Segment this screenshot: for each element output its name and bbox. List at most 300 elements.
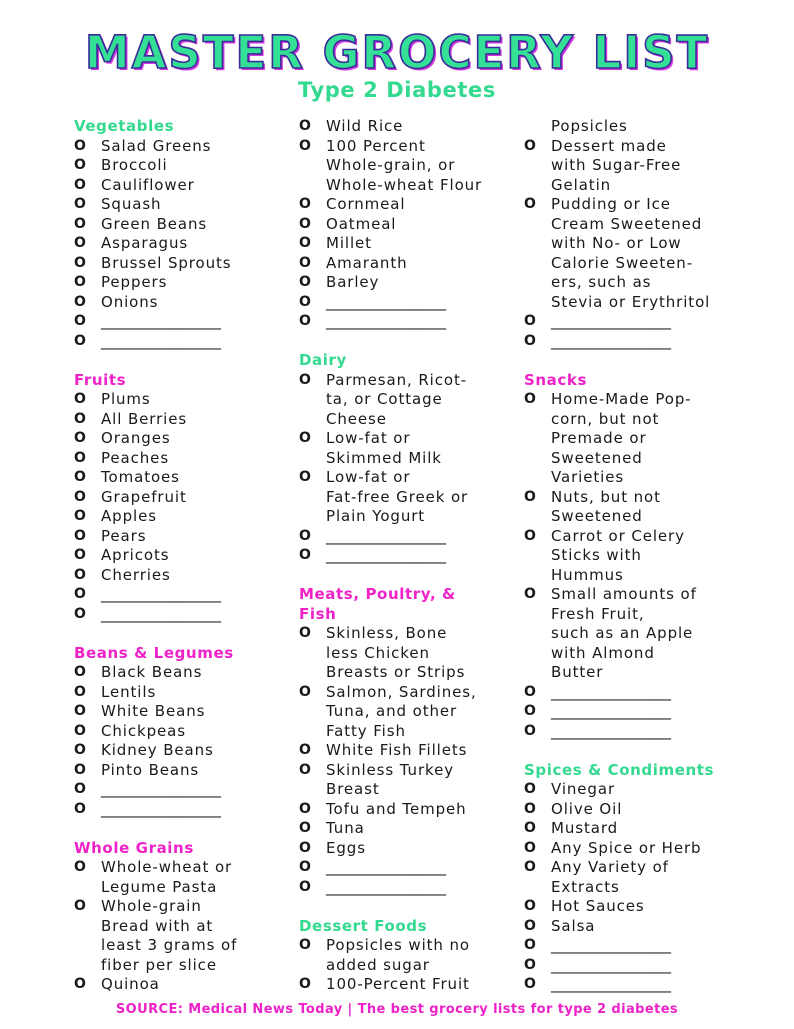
checkbox-circle-icon[interactable]: O bbox=[74, 586, 87, 602]
list-item[interactable] bbox=[524, 527, 749, 547]
checkbox-circle-icon[interactable]: O bbox=[74, 215, 87, 232]
item-label: Grapefruit bbox=[101, 487, 187, 506]
checkbox-circle-icon[interactable]: O bbox=[299, 137, 312, 154]
list-item-continuation bbox=[524, 293, 749, 313]
list-item[interactable] bbox=[299, 975, 524, 995]
checkbox-circle-icon[interactable]: O bbox=[74, 781, 87, 797]
write-in-line[interactable]: ________________ bbox=[551, 702, 671, 720]
item-label: Low-fat or bbox=[326, 468, 411, 486]
list-item[interactable] bbox=[299, 839, 524, 859]
checkbox-circle-icon[interactable]: O bbox=[74, 703, 87, 719]
checkbox-circle-icon[interactable]: O bbox=[524, 196, 537, 212]
blank-list-item[interactable] bbox=[74, 800, 299, 820]
list-item[interactable] bbox=[74, 176, 299, 196]
item-label: Wild Rice bbox=[326, 117, 404, 135]
list-item[interactable] bbox=[299, 468, 524, 488]
checkbox-circle-icon[interactable]: O bbox=[524, 937, 537, 953]
checkbox-circle-icon[interactable]: O bbox=[524, 488, 537, 505]
page-title: MASTER GROCERY LIST bbox=[84, 26, 710, 79]
list-item[interactable] bbox=[74, 741, 299, 761]
checkbox-circle-icon[interactable]: O bbox=[299, 254, 312, 271]
item-label: Cream Sweetened bbox=[551, 214, 703, 233]
item-label: Barley bbox=[326, 273, 380, 291]
section-heading: Fruits bbox=[74, 370, 127, 389]
item-label: Eggs bbox=[326, 838, 366, 857]
item-label: Brussel Sprouts bbox=[101, 253, 232, 272]
checkbox-circle-icon[interactable]: O bbox=[74, 976, 87, 992]
blank-list-item[interactable] bbox=[299, 312, 524, 332]
list-item[interactable] bbox=[299, 624, 524, 644]
item-label: Asparagus bbox=[101, 234, 189, 252]
checkbox-circle-icon[interactable]: O bbox=[74, 254, 87, 271]
checkbox-circle-icon[interactable]: O bbox=[74, 683, 87, 700]
list-item[interactable] bbox=[74, 761, 299, 781]
blank-list-item[interactable] bbox=[299, 858, 524, 878]
checkbox-circle-icon[interactable]: O bbox=[74, 547, 87, 563]
write-in-line[interactable]: ________________ bbox=[551, 312, 671, 330]
item-label: Whole-grain, or bbox=[326, 156, 456, 174]
write-in-line[interactable]: ________________ bbox=[326, 312, 446, 330]
checkbox-circle-icon[interactable]: O bbox=[524, 898, 537, 914]
write-in-line[interactable]: ________________ bbox=[101, 799, 221, 818]
list-item[interactable] bbox=[74, 195, 299, 215]
list-item[interactable] bbox=[524, 585, 749, 605]
checkbox-circle-icon[interactable]: O bbox=[524, 781, 537, 797]
checkbox-circle-icon[interactable]: O bbox=[524, 586, 537, 602]
list-item-continuation bbox=[524, 176, 749, 196]
checkbox-circle-icon[interactable]: O bbox=[299, 196, 312, 212]
list-item-continuation bbox=[299, 644, 524, 664]
list-item-continuation bbox=[524, 254, 749, 274]
list-item[interactable] bbox=[74, 897, 299, 917]
item-label: Nuts, but not bbox=[551, 487, 661, 506]
item-label: 100 Percent bbox=[326, 136, 426, 155]
list-item-continuation bbox=[524, 605, 749, 625]
write-in-line[interactable]: ________________ bbox=[326, 877, 446, 896]
item-label: White Fish Fillets bbox=[326, 741, 468, 759]
list-item[interactable] bbox=[524, 390, 749, 410]
item-label: Oatmeal bbox=[326, 214, 397, 233]
item-label: corn, but not bbox=[551, 409, 660, 428]
item-label: Bread with at bbox=[101, 916, 214, 935]
list-item[interactable] bbox=[299, 761, 524, 781]
item-label: Varieties bbox=[551, 468, 625, 486]
item-label: least 3 grams of bbox=[101, 936, 238, 954]
checkbox-circle-icon[interactable]: O bbox=[74, 274, 87, 290]
item-label: Cornmeal bbox=[326, 195, 406, 213]
write-in-line[interactable]: ________________ bbox=[326, 526, 446, 545]
checkbox-circle-icon[interactable]: O bbox=[524, 527, 537, 544]
list-item[interactable] bbox=[74, 858, 299, 878]
checkbox-circle-icon[interactable]: O bbox=[524, 703, 537, 719]
checkbox-circle-icon[interactable]: O bbox=[74, 898, 87, 914]
item-label: Cauliflower bbox=[101, 175, 195, 194]
list-item[interactable] bbox=[74, 254, 299, 274]
blank-list-item[interactable] bbox=[74, 585, 299, 605]
checkbox-circle-icon[interactable]: O bbox=[524, 683, 537, 700]
item-label: Breasts or Strips bbox=[326, 663, 466, 681]
list-item-continuation bbox=[299, 410, 524, 430]
item-label: Peaches bbox=[101, 448, 170, 467]
item-label: Sweetened bbox=[551, 507, 643, 525]
checkbox-circle-icon[interactable]: O bbox=[299, 547, 312, 563]
checkbox-circle-icon[interactable]: O bbox=[74, 469, 87, 485]
section-heading: Spices & Condiments bbox=[524, 760, 715, 779]
section-spacer bbox=[299, 332, 524, 352]
list-item[interactable] bbox=[524, 819, 749, 839]
list-item[interactable] bbox=[74, 663, 299, 683]
checkbox-circle-icon[interactable]: O bbox=[299, 937, 312, 953]
list-item-continuation bbox=[299, 176, 524, 196]
item-label: Olive Oil bbox=[551, 799, 623, 818]
list-item-continuation bbox=[299, 956, 524, 976]
list-item[interactable] bbox=[299, 819, 524, 839]
list-item-continuation bbox=[524, 273, 749, 293]
list-item-continuation bbox=[74, 917, 299, 937]
checkbox-circle-icon[interactable]: O bbox=[299, 469, 312, 485]
write-in-line[interactable]: ________________ bbox=[326, 292, 446, 311]
item-label: Stevia or Erythritol bbox=[551, 292, 711, 311]
item-label: Whole-grain bbox=[101, 897, 202, 915]
checkbox-circle-icon[interactable]: O bbox=[299, 800, 312, 817]
section-spacer bbox=[74, 351, 299, 371]
section-spacer bbox=[524, 351, 749, 371]
write-in-line[interactable]: ________________ bbox=[551, 936, 671, 954]
item-label: Sticks with bbox=[551, 546, 642, 564]
write-in-line[interactable]: ________________ bbox=[101, 312, 221, 330]
item-label: Popsicles bbox=[551, 117, 628, 135]
section-spacer bbox=[74, 624, 299, 644]
list-item[interactable] bbox=[299, 936, 524, 956]
list-item[interactable] bbox=[299, 137, 524, 157]
list-item[interactable] bbox=[74, 507, 299, 527]
item-label: Salad Greens bbox=[101, 136, 212, 155]
list-item[interactable] bbox=[524, 195, 749, 215]
list-item-continuation bbox=[524, 878, 749, 898]
item-label: Whole-wheat Flour bbox=[326, 175, 483, 194]
item-label: with Almond bbox=[551, 643, 655, 662]
item-label: Any Variety of bbox=[551, 858, 669, 876]
checkbox-circle-icon[interactable]: O bbox=[74, 313, 87, 329]
list-item-continuation bbox=[299, 488, 524, 508]
list-item[interactable] bbox=[299, 195, 524, 215]
item-label: Apricots bbox=[101, 546, 170, 564]
list-item[interactable] bbox=[74, 156, 299, 176]
list-item[interactable] bbox=[74, 137, 299, 157]
list-item[interactable] bbox=[524, 780, 749, 800]
item-label: Pinto Beans bbox=[101, 760, 200, 779]
blank-list-item[interactable] bbox=[299, 546, 524, 566]
list-item-continuation bbox=[74, 936, 299, 956]
blank-list-item[interactable] bbox=[74, 312, 299, 332]
list-item-continuation bbox=[524, 117, 749, 137]
checkbox-circle-icon[interactable]: O bbox=[299, 625, 312, 641]
write-in-line[interactable]: ________________ bbox=[101, 585, 221, 603]
list-item[interactable] bbox=[74, 527, 299, 547]
checkbox-circle-icon[interactable]: O bbox=[299, 313, 312, 329]
item-label: Peppers bbox=[101, 273, 168, 291]
blank-list-item[interactable] bbox=[74, 332, 299, 352]
list-item[interactable] bbox=[74, 390, 299, 410]
item-label: added sugar bbox=[326, 955, 430, 974]
item-label: Legume Pasta bbox=[101, 877, 218, 896]
list-item[interactable] bbox=[74, 273, 299, 293]
list-item-continuation bbox=[74, 956, 299, 976]
item-label: Home-Made Pop- bbox=[551, 390, 692, 408]
checkbox-circle-icon[interactable]: O bbox=[74, 430, 87, 446]
list-item-continuation bbox=[524, 546, 749, 566]
item-label: Cheese bbox=[326, 409, 387, 428]
blank-list-item[interactable] bbox=[524, 312, 749, 332]
write-in-line[interactable]: ________________ bbox=[551, 955, 671, 974]
checkbox-circle-icon[interactable]: O bbox=[524, 820, 537, 836]
list-item[interactable] bbox=[299, 800, 524, 820]
list-item[interactable] bbox=[299, 429, 524, 449]
checkbox-circle-icon[interactable]: O bbox=[74, 235, 87, 251]
write-in-line[interactable]: ________________ bbox=[326, 858, 446, 876]
list-item[interactable] bbox=[74, 429, 299, 449]
checkbox-circle-icon[interactable]: O bbox=[299, 976, 312, 992]
item-label: Whole-wheat or bbox=[101, 858, 233, 876]
item-label: 100-Percent Fruit bbox=[326, 975, 470, 993]
checkbox-circle-icon[interactable]: O bbox=[524, 976, 537, 992]
checkbox-circle-icon[interactable]: O bbox=[299, 118, 312, 134]
write-in-line[interactable]: ________________ bbox=[326, 546, 446, 564]
item-label: Oranges bbox=[101, 429, 171, 447]
blank-list-item[interactable] bbox=[74, 605, 299, 625]
checkbox-circle-icon[interactable]: O bbox=[74, 761, 87, 778]
checkbox-circle-icon[interactable]: O bbox=[299, 235, 312, 251]
item-label: Vinegar bbox=[551, 780, 616, 798]
list-item-continuation bbox=[299, 780, 524, 800]
checkbox-circle-icon[interactable]: O bbox=[74, 488, 87, 505]
checkbox-circle-icon[interactable]: O bbox=[74, 508, 87, 524]
list-item[interactable] bbox=[74, 449, 299, 469]
checkbox-circle-icon[interactable]: O bbox=[74, 157, 87, 173]
section-spacer bbox=[299, 566, 524, 586]
checkbox-circle-icon[interactable]: O bbox=[524, 859, 537, 875]
item-label: Tuna, and other bbox=[326, 702, 458, 720]
blank-list-item[interactable] bbox=[524, 975, 749, 995]
item-label: Green Beans bbox=[101, 214, 208, 233]
list-item[interactable] bbox=[74, 293, 299, 313]
list-item[interactable] bbox=[299, 683, 524, 703]
list-item-continuation bbox=[299, 390, 524, 410]
checkbox-circle-icon[interactable]: O bbox=[299, 859, 312, 875]
item-label: Sweetened bbox=[551, 448, 643, 467]
blank-list-item[interactable] bbox=[299, 293, 524, 313]
checkbox-circle-icon[interactable]: O bbox=[74, 722, 87, 739]
checkbox-circle-icon[interactable]: O bbox=[299, 839, 312, 856]
checkbox-circle-icon[interactable]: O bbox=[74, 449, 87, 466]
list-item-continuation bbox=[524, 566, 749, 586]
checkbox-circle-icon[interactable]: O bbox=[299, 742, 312, 758]
list-item[interactable] bbox=[299, 741, 524, 761]
list-column-1 bbox=[74, 117, 299, 995]
item-label: Butter bbox=[551, 663, 604, 681]
blank-list-item[interactable] bbox=[74, 780, 299, 800]
list-item-continuation bbox=[524, 624, 749, 644]
checkbox-circle-icon[interactable]: O bbox=[74, 742, 87, 758]
section-heading: Snacks bbox=[524, 370, 587, 389]
list-item[interactable] bbox=[524, 858, 749, 878]
blank-list-item[interactable] bbox=[299, 527, 524, 547]
list-item[interactable] bbox=[299, 215, 524, 235]
list-item[interactable] bbox=[524, 488, 749, 508]
item-label: Onions bbox=[101, 292, 159, 311]
item-label: Calorie Sweeten- bbox=[551, 253, 694, 272]
item-label: Low-fat or bbox=[326, 429, 411, 447]
section-heading: Dessert Foods bbox=[299, 916, 428, 935]
blank-list-item[interactable] bbox=[524, 683, 749, 703]
item-label: White Beans bbox=[101, 702, 206, 720]
list-item-continuation bbox=[299, 663, 524, 683]
checkbox-circle-icon[interactable]: O bbox=[74, 391, 87, 407]
checkbox-circle-icon[interactable]: O bbox=[74, 605, 87, 622]
blank-list-item[interactable] bbox=[524, 722, 749, 742]
checkbox-circle-icon[interactable]: O bbox=[524, 956, 537, 973]
section-spacer bbox=[74, 819, 299, 839]
list-item[interactable] bbox=[74, 234, 299, 254]
checkbox-circle-icon[interactable]: O bbox=[524, 839, 537, 856]
list-item[interactable] bbox=[74, 468, 299, 488]
item-label: fiber per slice bbox=[101, 955, 217, 974]
blank-list-item[interactable] bbox=[524, 702, 749, 722]
item-label: Salmon, Sardines, bbox=[326, 682, 477, 701]
list-item[interactable] bbox=[74, 410, 299, 430]
list-column-3 bbox=[524, 117, 749, 995]
checkbox-circle-icon[interactable]: O bbox=[524, 917, 537, 934]
page-subtitle: Type 2 Diabetes bbox=[298, 78, 496, 102]
checkbox-circle-icon[interactable]: O bbox=[74, 859, 87, 875]
write-in-line[interactable]: ________________ bbox=[551, 721, 671, 740]
item-label: Dessert made bbox=[551, 136, 667, 155]
checkbox-circle-icon[interactable]: O bbox=[299, 215, 312, 232]
item-label: Pears bbox=[101, 526, 147, 545]
checkbox-circle-icon[interactable]: O bbox=[524, 332, 537, 349]
list-item[interactable] bbox=[74, 683, 299, 703]
write-in-line[interactable]: ________________ bbox=[551, 331, 671, 350]
checkbox-circle-icon[interactable]: O bbox=[299, 683, 312, 700]
checkbox-circle-icon[interactable]: O bbox=[74, 332, 87, 349]
checkbox-circle-icon[interactable]: O bbox=[74, 137, 87, 154]
item-label: Tomatoes bbox=[101, 468, 180, 486]
list-item[interactable] bbox=[524, 897, 749, 917]
checkbox-circle-icon[interactable]: O bbox=[299, 293, 312, 310]
item-label: Skinless Turkey bbox=[326, 760, 454, 779]
item-label: Quinoa bbox=[101, 975, 160, 993]
list-item-continuation bbox=[524, 234, 749, 254]
item-label: Fat-free Greek or bbox=[326, 487, 469, 506]
checkbox-circle-icon[interactable]: O bbox=[524, 391, 537, 407]
write-in-line[interactable]: ________________ bbox=[101, 604, 221, 623]
list-item-continuation bbox=[524, 449, 749, 469]
list-item-continuation bbox=[524, 410, 749, 430]
write-in-line[interactable]: ________________ bbox=[551, 975, 671, 993]
checkbox-circle-icon[interactable]: O bbox=[524, 800, 537, 817]
checkbox-circle-icon[interactable]: O bbox=[299, 820, 312, 836]
write-in-line[interactable]: ________________ bbox=[101, 780, 221, 798]
list-item-continuation bbox=[524, 429, 749, 449]
item-label: such as an Apple bbox=[551, 624, 694, 642]
list-item[interactable] bbox=[74, 215, 299, 235]
list-column-2 bbox=[299, 117, 524, 995]
item-label: Plain Yogurt bbox=[326, 507, 426, 525]
checkbox-circle-icon[interactable]: O bbox=[299, 878, 312, 895]
list-item[interactable] bbox=[74, 722, 299, 742]
checkbox-circle-icon[interactable]: O bbox=[74, 566, 87, 583]
checkbox-circle-icon[interactable]: O bbox=[524, 722, 537, 739]
checkbox-circle-icon[interactable]: O bbox=[74, 196, 87, 212]
write-in-line[interactable]: ________________ bbox=[101, 331, 221, 350]
list-item-continuation bbox=[524, 507, 749, 527]
blank-list-item[interactable] bbox=[524, 956, 749, 976]
item-label: Tuna bbox=[326, 819, 365, 837]
list-item[interactable] bbox=[524, 137, 749, 157]
list-item[interactable] bbox=[524, 917, 749, 937]
list-item[interactable] bbox=[299, 273, 524, 293]
item-label: Salsa bbox=[551, 916, 596, 935]
checkbox-circle-icon[interactable]: O bbox=[299, 527, 312, 544]
item-label: Skimmed Milk bbox=[326, 448, 442, 467]
checkbox-circle-icon[interactable]: O bbox=[524, 137, 537, 154]
list-item-continuation bbox=[524, 156, 749, 176]
write-in-line[interactable]: ________________ bbox=[551, 682, 671, 701]
checkbox-circle-icon[interactable]: O bbox=[74, 410, 87, 427]
list-item[interactable] bbox=[299, 371, 524, 391]
item-label: with No- or Low bbox=[551, 234, 682, 252]
checkbox-circle-icon[interactable]: O bbox=[74, 527, 87, 544]
checkbox-circle-icon[interactable]: O bbox=[524, 313, 537, 329]
item-label: Fatty Fish bbox=[326, 721, 406, 740]
blank-list-item[interactable] bbox=[524, 936, 749, 956]
checkbox-circle-icon[interactable]: O bbox=[299, 371, 312, 388]
list-item[interactable] bbox=[524, 800, 749, 820]
checkbox-circle-icon[interactable]: O bbox=[74, 800, 87, 817]
item-label: Black Beans bbox=[101, 663, 203, 681]
list-item[interactable] bbox=[299, 117, 524, 137]
list-item-continuation bbox=[524, 215, 749, 235]
item-label: Hummus bbox=[551, 565, 624, 584]
blank-list-item[interactable] bbox=[299, 878, 524, 898]
list-item[interactable] bbox=[74, 975, 299, 995]
item-label: Breast bbox=[326, 780, 380, 798]
section-spacer bbox=[524, 741, 749, 761]
item-label: Kidney Beans bbox=[101, 741, 214, 759]
item-label: Premade or bbox=[551, 429, 647, 447]
section-heading: Vegetables bbox=[74, 117, 175, 135]
checkbox-circle-icon[interactable]: O bbox=[74, 293, 87, 310]
item-label: Carrot or Celery bbox=[551, 526, 685, 545]
list-item[interactable] bbox=[299, 254, 524, 274]
list-item[interactable] bbox=[74, 702, 299, 722]
list-item[interactable] bbox=[74, 546, 299, 566]
blank-list-item[interactable] bbox=[524, 332, 749, 352]
checkbox-circle-icon[interactable]: O bbox=[299, 761, 312, 778]
item-label: with Sugar-Free bbox=[551, 156, 682, 174]
checkbox-circle-icon[interactable]: O bbox=[74, 664, 87, 680]
item-label: Gelatin bbox=[551, 175, 612, 194]
checkbox-circle-icon[interactable]: O bbox=[299, 430, 312, 446]
list-item-continuation bbox=[299, 449, 524, 469]
list-item[interactable] bbox=[524, 839, 749, 859]
section-heading: Beans & Legumes bbox=[74, 643, 234, 662]
list-item[interactable] bbox=[74, 488, 299, 508]
checkbox-circle-icon[interactable]: O bbox=[299, 274, 312, 290]
list-item[interactable] bbox=[299, 234, 524, 254]
list-item[interactable] bbox=[74, 566, 299, 586]
checkbox-circle-icon[interactable]: O bbox=[74, 176, 87, 193]
